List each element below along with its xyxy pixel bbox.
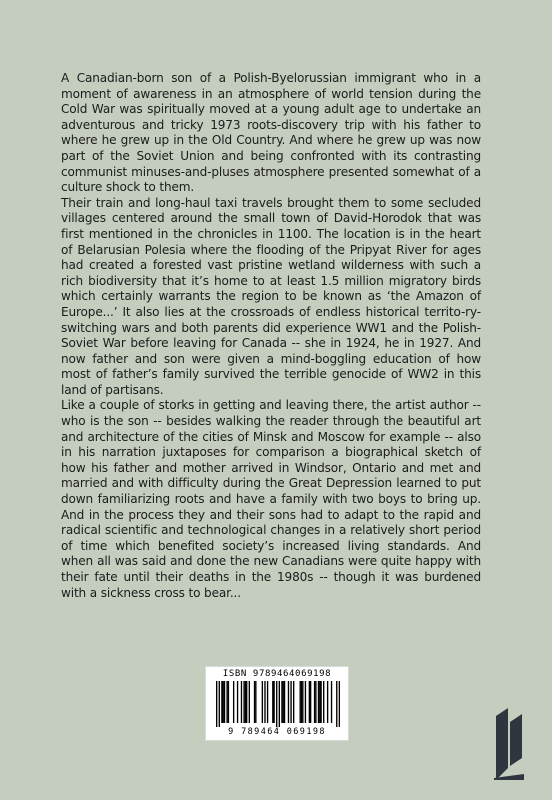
barcode-bar <box>323 681 324 723</box>
barcode-bar <box>226 681 227 723</box>
barcode-bars <box>216 681 340 727</box>
blurb-paragraph-2: Their train and long-haul taxi travels brought them to some secluded villages centered around the small town of David-Horodok that was first mentioned in the chronicles in 1100. The location is in the heart of Belarusian Polesia where the flooding of the Pripyat River for ages had created a forested vast pristine wetland wilderness with such a rich biodiversity that it’s home to at least 1.5 million migratory birds which certainly warrants the region to be known as ‘the Amazon of Europe...’ It also lies at the crossroads of endless historical territo-ry-switching wars and both parents did experience WW1 and the Polish-Soviet War before leaving for Canada -- she in 1924, he in 1927. And now father and son were given a mind-boggling education of how most of father’s family survived the terrible genocide of WW2 in this land of partisans. <box>61 195 481 397</box>
isbn-label: ISBN 9789464069198 <box>222 669 332 679</box>
barcode-bar <box>315 681 316 723</box>
barcode-bar <box>223 681 224 723</box>
barcode-bar <box>237 681 238 723</box>
barcode-bar <box>331 681 332 723</box>
blurb-paragraph-1: A Canadian-born son of a Polish-Byelorussian immigrant who in a moment of awareness in an atmosphere of world tension during the Cold War was spiritually moved at a young adult age to undertake an adventurous and tricky 1973 roots-discovery trip with his father to where he grew up in the Old Country. And where he grew up was now part of the Soviet Union and being confronted with its contrasting communist minuses-and-pluses atmosphere presented somewhat of a culture shock to them. <box>61 71 481 195</box>
barcode-bar <box>301 681 302 723</box>
barcode-bar <box>293 681 294 723</box>
barcode-bar <box>276 681 277 727</box>
barcode-bar <box>339 681 340 727</box>
barcode-bar <box>219 681 220 727</box>
back-cover-blurb <box>61 71 481 601</box>
barcode-bar <box>264 681 265 723</box>
barcode-bar <box>318 681 319 723</box>
barcode-bar <box>288 681 289 723</box>
barcode-bar <box>245 681 246 723</box>
barcode-bar <box>290 681 291 723</box>
barcode-bar <box>228 681 229 723</box>
barcode-bar <box>300 681 301 723</box>
blurb-paragraph-3: Like a couple of storks in getting and leaving there, the artist author -- who is the son -- besides walking the reader through the beautiful art and architecture of the cities of Minsk and Moscow for example -- also in his narration juxtaposes for comparison a biographical sketch of how his father and mother arrived in Windsor, Ontario and met and married and with difficulty during the Great Depression learned to put down familiarizing roots and have a family with two boys to bring up. And in the process they and their sons had to adapt to the rapid and radical scientific and technological changes in a relatively short period of time which benefited society’s increased living standards. And when all was said and done the new Canadians were quite happy with their fate until their deaths in the 1980s -- though it was burdened with a sickness cross to bear... <box>61 398 481 600</box>
barcode-bar <box>241 681 242 723</box>
barcode-bar <box>216 681 217 727</box>
barcode-bar <box>305 681 306 723</box>
isbn-barcode <box>205 666 349 741</box>
barcode-bar <box>273 681 274 723</box>
barcode-bar <box>221 681 222 723</box>
barcode-bar <box>309 681 310 723</box>
barcode-bar <box>314 681 315 723</box>
barcode-bar <box>246 681 247 723</box>
isbn-digits: 9 789464 069198 <box>228 727 326 737</box>
barcode-bar <box>327 681 328 723</box>
publisher-logo-icon <box>488 708 528 780</box>
barcode-bar <box>284 681 285 723</box>
barcode-bar <box>233 681 234 723</box>
barcode-bar <box>272 681 273 723</box>
barcode-bar <box>319 681 320 723</box>
barcode-bar <box>283 681 284 723</box>
barcode-bar <box>243 681 244 723</box>
barcode-bar <box>224 681 225 723</box>
barcode-bar <box>302 681 303 723</box>
barcode-bar <box>281 681 282 723</box>
barcode-bar <box>310 681 311 723</box>
barcode-bar <box>267 681 268 723</box>
barcode-bar <box>249 681 250 723</box>
barcode-bar <box>255 681 256 723</box>
barcode-bar <box>279 681 280 727</box>
barcode-bar <box>336 681 337 727</box>
barcode-bar <box>262 681 263 723</box>
barcode-bar <box>320 681 321 723</box>
barcode-bar <box>254 681 255 723</box>
